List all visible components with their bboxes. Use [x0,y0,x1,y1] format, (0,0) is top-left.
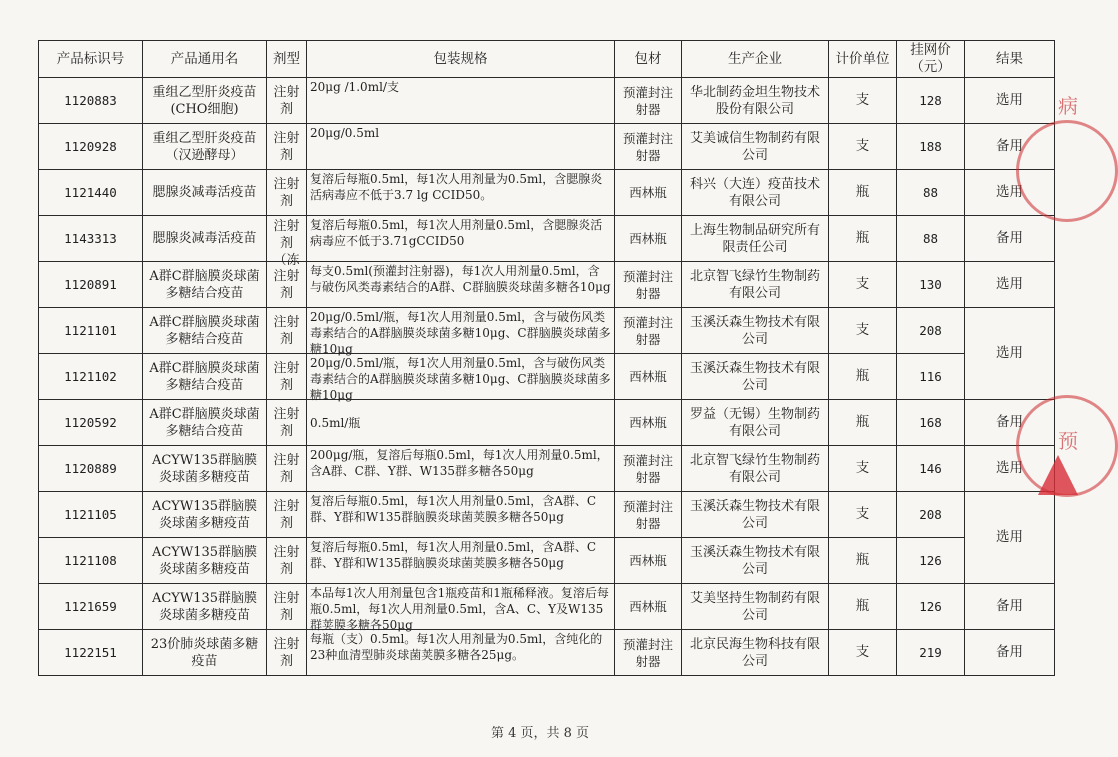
cell-listed-price: 116 [897,354,965,400]
seal-character: 预 [1058,429,1078,453]
table-row [39,584,1055,630]
cell-product-id: 1121102 [39,354,143,400]
seal-character: 病 [1058,94,1078,118]
cell-package-spec [307,216,615,262]
cell-packaging-material: 西林瓶 [615,400,682,446]
spec-text: 本品每1次人用剂量包含1瓶疫苗和1瓶稀释液。复溶后每瓶0.5ml，每1次人用剂量0.5ml，含A、C、Y及W135群荚膜多糖各50μg [310,586,609,632]
cell-generic-name: 腮腺炎减毒活疫苗 [143,170,267,216]
cell-dosage-form: 注射剂 [267,308,307,354]
cell-product-id: 1143313 [39,216,143,262]
cell-packaging-material: 预灌封注射器 [615,630,682,676]
cell-dosage-form: 注射剂 [267,492,307,538]
header-pricing-unit: 计价单位 [829,41,897,78]
cell-product-id: 1121659 [39,584,143,630]
cell-package-spec [307,446,615,492]
cell-generic-name: A群C群脑膜炎球菌多糖结合疫苗 [143,262,267,308]
spec-text: 20μg/0.5ml/瓶，每1次人用剂量0.5ml，含与破伤风类毒素结合的A群脑膜炎球菌多糖10μg、C群脑膜炎球菌多糖10μg [310,310,611,356]
cell-result: 选用 [965,78,1055,124]
spec-text: 复溶后每瓶0.5ml，每1次人用剂量0.5ml，含A群、C群、Y群和W135群脑膜炎球菌荚膜多糖各50μg [310,540,597,570]
cell-pricing-unit: 瓶 [829,400,897,446]
table-row [39,216,1055,262]
cell-dosage-form [267,216,307,268]
cell-package-spec [307,170,615,216]
cell-manufacturer: 玉溪沃森生物技术有限公司 [682,538,829,584]
cell-pricing-unit: 支 [829,492,897,538]
cell-package-spec [307,262,615,308]
seal-star-icon [1038,455,1078,495]
cell-dosage-form: 注射剂 [267,124,307,170]
cell-pricing-unit: 支 [829,308,897,354]
cell-listed-price: 126 [897,538,965,584]
cell-package-spec [307,400,615,446]
cell-result: 选用 [965,446,1055,492]
table-row [39,124,1055,170]
spec-text: 20μg /1.0ml/支 [310,80,399,94]
cell-product-id: 1120883 [39,78,143,124]
cell-package-spec [307,492,615,538]
header-result: 结果 [965,41,1055,78]
cell-generic-name: 腮腺炎减毒活疫苗 [143,216,267,262]
cell-packaging-material: 西林瓶 [615,354,682,400]
cell-listed-price: 208 [897,492,965,538]
cell-generic-name: ACYW135群脑膜炎球菌多糖疫苗 [143,538,267,584]
cell-pricing-unit: 支 [829,630,897,676]
cell-packaging-material: 预灌封注射器 [615,492,682,538]
cell-packaging-material: 西林瓶 [615,170,682,216]
cell-manufacturer: 北京民海生物科技有限公司 [682,630,829,676]
table-row [39,630,1055,676]
cell-dosage-form: 注射剂 [267,170,307,216]
cell-generic-name: A群C群脑膜炎球菌多糖结合疫苗 [143,308,267,354]
cell-packaging-material: 预灌封注射器 [615,78,682,124]
cell-packaging-material: 预灌封注射器 [615,262,682,308]
cell-listed-price: 88 [897,216,965,262]
cell-listed-price: 168 [897,400,965,446]
header-generic-name: 产品通用名 [143,41,267,78]
cell-listed-price: 219 [897,630,965,676]
cell-package-spec [307,354,615,400]
header-product-id: 产品标识号 [39,41,143,78]
cell-manufacturer: 玉溪沃森生物技术有限公司 [682,492,829,538]
cell-pricing-unit: 瓶 [829,216,897,262]
table-row [39,492,1055,538]
cell-manufacturer: 华北制药金坦生物技术股份有限公司 [682,78,829,124]
cell-listed-price: 128 [897,78,965,124]
cell-manufacturer: 艾美诚信生物制药有限公司 [682,124,829,170]
cell-product-id: 1120889 [39,446,143,492]
cell-result: 选用 [965,492,1055,584]
cell-product-id: 1122151 [39,630,143,676]
cell-result: 备用 [965,124,1055,170]
cell-listed-price: 208 [897,308,965,354]
cell-product-id: 1120891 [39,262,143,308]
cell-generic-name: 重组乙型肝炎疫苗（汉逊酵母） [143,124,267,170]
cell-product-id: 1121105 [39,492,143,538]
table-row [39,446,1055,492]
cell-dosage-form: 注射剂 [267,400,307,446]
cell-dosage-form: 注射剂 [267,446,307,492]
cell-result: 选用 [965,308,1055,400]
cell-result: 备用 [965,216,1055,262]
cell-manufacturer: 科兴（大连）疫苗技术有限公司 [682,170,829,216]
cell-result: 备用 [965,400,1055,446]
table-row [39,354,1055,400]
cell-pricing-unit: 瓶 [829,170,897,216]
cell-listed-price: 146 [897,446,965,492]
header-packaging-material: 包材 [615,41,682,78]
cell-listed-price: 126 [897,584,965,630]
cell-product-id: 1121440 [39,170,143,216]
cell-product-id: 1121108 [39,538,143,584]
cell-pricing-unit: 瓶 [829,354,897,400]
cell-result: 备用 [965,584,1055,630]
cell-package-spec [307,538,615,584]
spec-text: 200μg/瓶，复溶后每瓶0.5ml，每1次人用剂量0.5ml，含A群、C群、Y群、W135群多糖各50μg [310,448,609,478]
table-header-row [39,41,1055,78]
cell-generic-name: ACYW135群脑膜炎球菌多糖疫苗 [143,446,267,492]
cell-generic-name: ACYW135群脑膜炎球菌多糖疫苗 [143,492,267,538]
cell-manufacturer: 玉溪沃森生物技术有限公司 [682,354,829,400]
cell-generic-name: 重组乙型肝炎疫苗(CHO细胞) [143,78,267,124]
cell-packaging-material: 预灌封注射器 [615,446,682,492]
table-row [39,78,1055,124]
cell-pricing-unit: 支 [829,446,897,492]
cell-manufacturer: 罗益（无锡）生物制药有限公司 [682,400,829,446]
cell-package-spec [307,630,615,676]
spec-text: 每支0.5ml(预灌封注射器)，每1次人用剂量0.5ml，含与破伤风类毒素结合的A群、C群脑膜炎球菌多糖各10μg [310,264,611,294]
table-row [39,170,1055,216]
cell-package-spec [307,78,615,124]
cell-generic-name: ACYW135群脑膜炎球菌多糖疫苗 [143,584,267,630]
spec-text: 复溶后每瓶0.5ml，每1次人用剂量为0.5ml，含腮腺炎活病毒应不低于3.7 lg CCID50。 [310,172,603,202]
cell-pricing-unit: 支 [829,262,897,308]
cell-package-spec [307,308,615,354]
cell-listed-price: 88 [897,170,965,216]
cell-dosage-form: 注射剂 [267,262,307,308]
cell-listed-price: 188 [897,124,965,170]
spec-text: 复溶后每瓶0.5ml，每1次人用剂量0.5ml，含腮腺炎活病毒应不低于3.71gCCID50 [310,218,603,248]
cell-dosage-form: 注射剂 [267,630,307,676]
cell-packaging-material: 西林瓶 [615,584,682,630]
cell-manufacturer: 北京智飞绿竹生物制药有限公司 [682,262,829,308]
header-manufacturer: 生产企业 [682,41,829,78]
spec-text: 0.5ml/瓶 [310,415,361,430]
cell-manufacturer: 上海生物制品研究所有限责任公司 [682,216,829,262]
cell-dosage-form: 注射剂 [267,78,307,124]
table-row [39,262,1055,308]
cell-dosage-form: 注射剂 [267,538,307,584]
table-row [39,308,1055,354]
cell-generic-name: 23价肺炎球菌多糖疫苗 [143,630,267,676]
cell-manufacturer: 艾美坚持生物制药有限公司 [682,584,829,630]
cell-packaging-material: 西林瓶 [615,538,682,584]
table-row [39,400,1055,446]
form-text: 注射剂（冻 [273,219,300,268]
header-package-spec: 包装规格 [307,41,615,78]
cell-package-spec [307,124,615,170]
cell-pricing-unit: 支 [829,124,897,170]
red-seal-stamp [1016,120,1118,222]
cell-dosage-form: 注射剂 [267,354,307,400]
cell-manufacturer: 玉溪沃森生物技术有限公司 [682,308,829,354]
cell-listed-price: 130 [897,262,965,308]
cell-result: 选用 [965,170,1055,216]
table-row [39,538,1055,584]
cell-result: 选用 [965,262,1055,308]
spec-text: 每瓶（支）0.5ml。每1次人用剂量为0.5ml，含纯化的23种血清型肺炎球菌荚膜多糖各25μg。 [310,632,603,662]
cell-dosage-form: 注射剂 [267,584,307,630]
cell-generic-name: A群C群脑膜炎球菌多糖结合疫苗 [143,354,267,400]
cell-packaging-material: 预灌封注射器 [615,308,682,354]
cell-pricing-unit: 支 [829,78,897,124]
cell-manufacturer: 北京智飞绿竹生物制药有限公司 [682,446,829,492]
vaccine-price-table [38,40,1055,676]
cell-result: 备用 [965,630,1055,676]
header-listed-price: 挂网价（元） [897,41,965,78]
cell-generic-name: A群C群脑膜炎球菌多糖结合疫苗 [143,400,267,446]
cell-product-id: 1121101 [39,308,143,354]
cell-packaging-material: 西林瓶 [615,216,682,262]
header-dosage-form: 剂型 [267,41,307,78]
page-number-footer: 第 4 页，共 8 页 [490,726,590,741]
cell-pricing-unit: 瓶 [829,584,897,630]
cell-package-spec [307,584,615,630]
cell-product-id: 1120928 [39,124,143,170]
spec-text: 20μg/0.5ml/瓶，每1次人用剂量0.5ml，含与破伤风类毒素结合的A群脑膜炎球菌多糖10μg、C群脑膜炎球菌多糖10μg [310,356,611,402]
spec-text: 复溶后每瓶0.5ml，每1次人用剂量0.5ml，含A群、C群、Y群和W135群脑膜炎球菌荚膜多糖各50μg [310,494,597,524]
spec-text: 20μg/0.5ml [310,126,380,140]
cell-product-id: 1120592 [39,400,143,446]
cell-packaging-material: 预灌封注射器 [615,124,682,170]
cell-pricing-unit: 瓶 [829,538,897,584]
